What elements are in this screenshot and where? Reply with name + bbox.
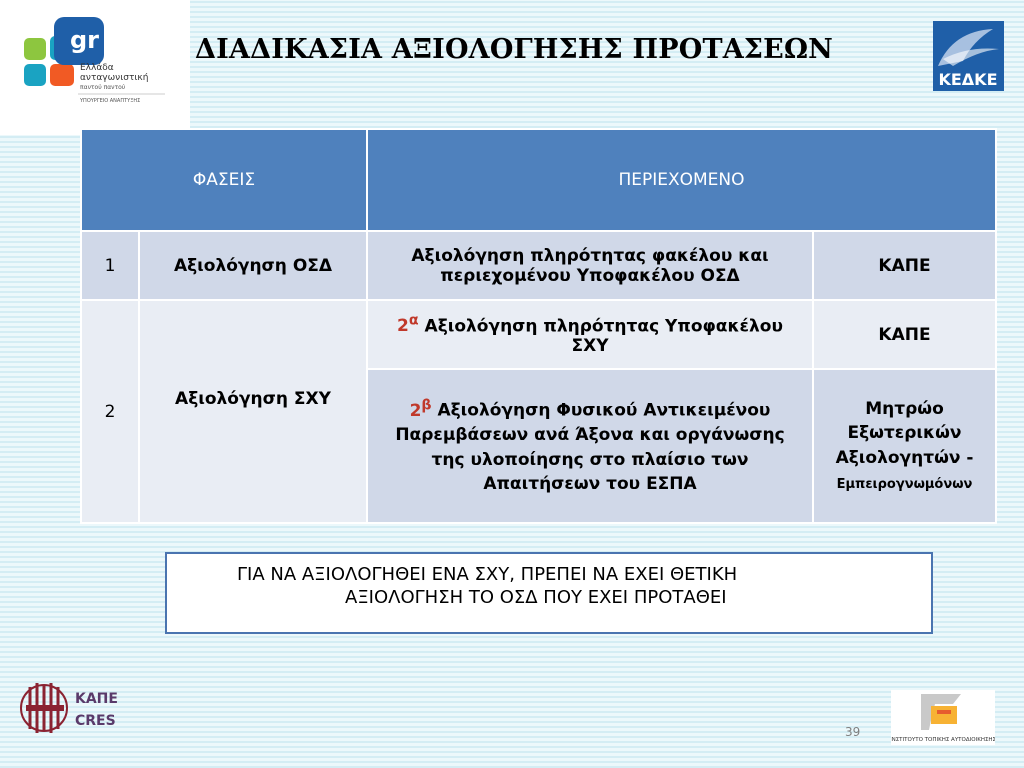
greece-competitive-logo — [0, 0, 190, 135]
svg-text:Ελλάδα: Ελλάδα — [80, 63, 114, 73]
svg-text:ΚΑΠΕ: ΚΑΠΕ — [75, 691, 118, 707]
phase-name: Αξιολόγηση ΟΣΔ — [139, 231, 367, 300]
phase-content: $2^\beta$ Αξιολόγηση Φυσικού Αντικειμένου Παρεμβάσεων ανά Άξονα και οργάνωσης της υλοποίησης στο πλαίσιο των Απαιτήσεων του ΕΣΠΑ — [367, 369, 813, 523]
page-number: 39 — [845, 725, 861, 739]
note-line-1: ΓΙΑ ΝΑ ΑΞΙΟΛΟΓΗΘΕΙ ΕΝΑ ΣΧΥ, ΠΡΕΠΕΙ ΝΑ ΕΧΕΙ ΘΕΤΙΚΗ — [237, 564, 738, 585]
phase-responsible: Μητρώο Εξωτερικών Αξιολογητών - Εμπειρογνωμόνων — [813, 369, 996, 523]
phase-responsible: ΚΑΠΕ — [813, 300, 996, 369]
table-row — [81, 300, 996, 369]
phase-number: 1 — [81, 231, 139, 300]
svg-text:CRES: CRES — [75, 713, 116, 729]
evaluation-phases-table — [80, 128, 997, 524]
kape-cres-logo — [20, 673, 120, 743]
sub-phase-marker: $2^\alpha$ — [397, 312, 419, 337]
phase-content: $2^\alpha$ Αξιολόγηση πληρότητας Υποφακέλου ΣΧΥ — [367, 300, 813, 369]
svg-text:ΚΕΔΚΕ: ΚΕΔΚΕ — [938, 70, 998, 89]
page-title: ΔΙΑΔΙΚΑΣΙΑ ΑΞΙΟΛΟΓΗΣΗΣ ΠΡΟΤΑΣΕΩΝ — [195, 34, 834, 65]
phase-responsible: ΚΑΠΕ — [813, 231, 996, 300]
table-row — [81, 231, 996, 300]
svg-text:ΙΝΣΤΙΤΟΥΤΟ ΤΟΠΙΚΗΣ ΑΥΤΟΔΙΟΙΚΗΣ: ΙΝΣΤΙΤΟΥΤΟ ΤΟΠΙΚΗΣ ΑΥΤΟΔΙΟΙΚΗΣΗΣ — [891, 737, 995, 743]
phase-name: Αξιολόγηση ΣΧΥ — [139, 300, 367, 523]
column-header-content: ΠΕΡΙΕΧΟΜΕΝΟ — [367, 129, 996, 231]
svg-text:ΥΠΟΥΡΓΕΙΟ ΑΝΑΠΤΥΞΗΣ: ΥΠΟΥΡΓΕΙΟ ΑΝΑΠΤΥΞΗΣ — [80, 98, 141, 104]
requirement-note — [165, 552, 933, 634]
kedke-logo — [933, 21, 1004, 91]
svg-text:ανταγωνιστική: ανταγωνιστική — [80, 73, 149, 83]
svg-text:παντού παντού: παντού παντού — [80, 84, 126, 91]
sub-phase-marker: $2^\beta$ — [409, 396, 432, 421]
table-header-row — [81, 129, 996, 231]
column-header-phases: ΦΑΣΕΙΣ — [81, 129, 367, 231]
institute-logo — [891, 690, 995, 745]
note-line-2: ΑΞΙΟΛΟΓΗΣΗ ΤΟ ΟΣΔ ΠΟΥ ΕΧΕΙ ΠΡΟΤΑΘΕΙ — [345, 587, 727, 608]
phase-content: Αξιολόγηση πληρότητας φακέλου και περιεχομένου Υποφακέλου ΟΣΔ — [367, 231, 813, 300]
svg-text:gr: gr — [70, 26, 100, 54]
phase-number: 2 — [81, 300, 139, 523]
